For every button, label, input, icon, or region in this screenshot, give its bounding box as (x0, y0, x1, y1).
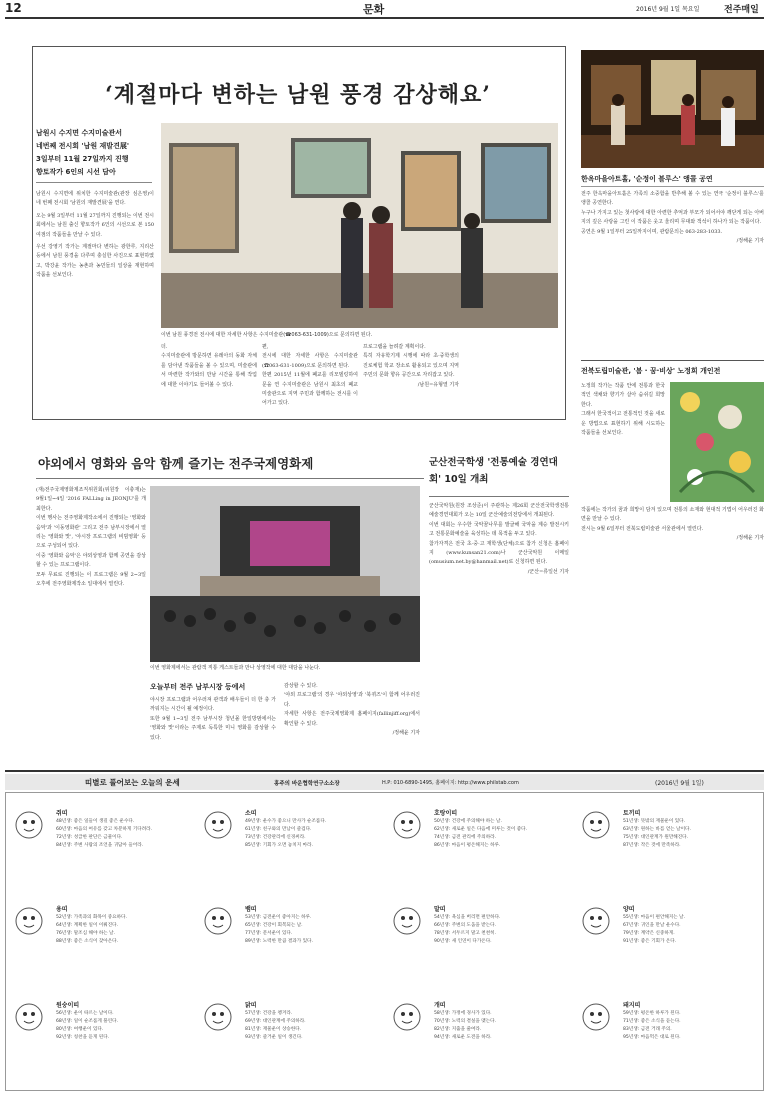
paragraph: 편, (262, 344, 269, 350)
article-namwon-subheads (36, 127, 156, 179)
zodiac-fortune-line: 72년생: 성급한 판단은 금물이다. (56, 835, 123, 840)
exhibition-body (581, 506, 764, 761)
monkey-icon (14, 1002, 44, 1032)
page-header (0, 0, 769, 18)
lead: (재)전주국제영화제조직위원회(위원장 이충재)는 9월1일~4일 '2016 FALLing in JEONJU'를 개최한다. (36, 487, 146, 512)
zodiac-fortune-line: 68년생: 일이 순조롭게 풀린다. (56, 1019, 119, 1024)
zodiac-entry (577, 800, 765, 888)
zodiac-fortune-line: 73년생: 건강관리에 신경써라. (245, 835, 306, 840)
paragraph: 전시에 대한 자세한 사항은 수지미술관(☎063-631-1009)으로 문의하면 된다. (262, 353, 358, 369)
article-namwon-col2 (161, 343, 257, 413)
zodiac-fortune-line: 48년생: 좋은 일들이 생길 좋은 운수다. (56, 819, 135, 824)
masthead: 전주매일 (724, 5, 759, 15)
zodiac-fortune-line: 61년생: 친구와의 만남이 즐겁다. (245, 827, 312, 832)
zodiac-fortune-line: 53년생: 금전운이 좋아지는 하루. (245, 915, 312, 920)
paragraph: '야외 프로그램'의 경우 '야외상영'과 '북퀴즈'이 함께 어우러진다. (284, 692, 420, 708)
zodiac-name: 양띠 (623, 906, 635, 913)
divider (581, 360, 764, 361)
zodiac-fortune-line: 76년생: 말조심 해야 하는 날. (56, 931, 116, 936)
zodiac-fortune-line: 87년생: 작은 것에 만족하라. (623, 843, 681, 848)
article-namwon-col4 (363, 343, 459, 413)
zodiac-fortune-line: 67년생: 귀인을 만날 운수다. (623, 923, 681, 928)
zodiac-fortune-line: 91년생: 좋은 기회가 온다. (623, 939, 677, 944)
zodiac-name: 돼지띠 (623, 1002, 641, 1009)
zodiac-fortune-line: 63년생: 원하는 바를 얻는 날이다. (623, 827, 691, 832)
zodiac-fortune-line: 57년생: 건강을 챙겨라. (245, 1011, 293, 1016)
zodiac-fortune-line: 82년생: 지출을 줄여라. (434, 1027, 482, 1032)
subhead: 3일부터 11월 27일까지 진행 (36, 155, 129, 163)
exhibition-body-top (581, 382, 665, 502)
film-subhead: 오늘부터 전주 남부시장 등에서 (150, 683, 246, 691)
paragraph: /정해윤 기자 (392, 730, 420, 737)
zodiac-fortune-line: 94년생: 새로운 도전을 하라. (434, 1035, 492, 1040)
article-namwon-col3 (262, 343, 358, 413)
zodiac-fortune-line: 92년생: 칭찬을 듣게 된다. (56, 1035, 110, 1040)
zodiac-entry (10, 992, 198, 1080)
zodiac-name: 호랑이띠 (434, 810, 458, 817)
header-rule (5, 17, 764, 19)
zodiac-fortune-line: 90년생: 새 인연이 다가온다. (434, 939, 492, 944)
pig-icon (581, 1002, 611, 1032)
horse-icon (392, 906, 422, 936)
festival-illustration (150, 486, 420, 662)
zodiac-fortune-line: 80년생: 여행운이 있다. (56, 1027, 104, 1032)
painting-photo (670, 382, 764, 502)
zodiac-fortune-line: 71년생: 좋은 소식을 듣는다. (623, 1019, 681, 1024)
zodiac-fortune-line: 52년생: 가족과의 화목이 중요하다. (56, 915, 127, 920)
gallery-illustration (161, 123, 558, 328)
horoscope-rule (5, 770, 764, 772)
paragraph: /남원=유형열 기자 (417, 381, 459, 388)
zodiac-entry (388, 800, 576, 888)
zodiac-fortune-line: 83년생: 금전 거래 주의. (623, 1027, 672, 1032)
gunsan-body (429, 502, 569, 762)
zodiac-fortune-line: 89년생: 노력한 만큼 결과가 있다. (245, 939, 313, 944)
zodiac-entry (10, 800, 198, 888)
paragraph: 오는 9월 3일부터 11월 27일까지 진행되는 이번 전시회에서는 남원 출신 향토작가 6인의 시선으로 본 150여점의 작품들을 만날 수 있다. (36, 212, 154, 238)
paragraph: 프로그램을 늘려갈 계획이다. (363, 344, 426, 350)
zodiac-fortune-line: 88년생: 좋은 소식이 찾아온다. (56, 939, 119, 944)
zodiac-name: 토끼띠 (623, 810, 641, 817)
dragon-icon (14, 906, 44, 936)
zodiac-fortune-line: 55년생: 마음이 편안해지는 날. (623, 915, 686, 920)
subhead: 남원시 수지면 수지미술관서 (36, 129, 123, 137)
zodiac-entry (388, 992, 576, 1080)
paragraph: 누구나 가지고 있는 첫사랑에 대한 아련한 추억과 부모가 되어서야 깨닫게 되는 아버지의 깊은 사랑을 그린 이 작품은 웃고 울리며 무대와 객석이 하나가 되는 작품이다. (581, 209, 764, 226)
zodiac-fortune-line: 77년생: 문서운이 있다. (245, 931, 293, 936)
zodiac-fortune-line: 78년생: 서두르지 말고 천천히. (434, 931, 497, 936)
paragraph: 특히 자유학기제 시행에 따라 초·중학생의 진로체험 학교 장소로 활용되고 있으며 지역 주민의 문화 향유 공간으로 자리잡고 있다. (363, 353, 459, 379)
rabbit-icon (581, 810, 611, 840)
paragraph: 또한 9월 1~3일 전주 남부시장 청년몰 한일방범에서는 '영화와 맛'이라는 주제로 독특한 미니 영화를 감상할 수 있다. (150, 715, 276, 741)
paragraph: 수지미술관에 방문하면 유레아의 동화 자체를 담아낸 작품들을 볼 수 있으며, 미술관에서 마련한 작가와의 만남 시간을 통해 작업에 대한 이야기도 들어볼 수 있다. (161, 353, 257, 388)
zodiac-name: 쥐띠 (56, 810, 68, 817)
paragraph: /정해윤 기자 (736, 535, 764, 542)
theater-title: 한옥마을아트홀, '순정이 블루스' 앵콜 공연 (581, 175, 713, 183)
ox-icon (203, 810, 233, 840)
paragraph: 남원시 수지면에 위치한 수지미술관(관장 심은영)이 네 번째 전시회 '남원의 재발견展'을 연다. (36, 191, 154, 207)
zodiac-fortune-line: 85년생: 기회가 오면 놓치지 마라. (245, 843, 313, 848)
zodiac-fortune-line: 86년생: 마음이 평온해지는 하루. (434, 843, 501, 848)
article-namwon-col1 (36, 190, 154, 412)
film-col3 (284, 682, 420, 762)
zodiac-fortune-line: 60년생: 마음의 여유를 갖고 차분하게 기다려라. (56, 827, 153, 832)
zodiac-fortune-line: 62년생: 새로운 일은 다음에 미루는 것이 좋다. (434, 827, 528, 832)
zodiac-fortune-line: 70년생: 노력의 결실을 맺는다. (434, 1019, 497, 1024)
paragraph: 군산국악원(원장 조상준)이 주관하는 제26회 군산전국학생전통예술경연대회가 오는 10일 군산예술의전당에서 개최된다. (429, 503, 569, 519)
paragraph: 이중 '영화와 음악'은 야외상영과 함께 공연을 감상할 수 있는 프로그램이다. (36, 552, 146, 569)
paragraph: 더. (161, 344, 168, 350)
zodiac-name: 뱀띠 (245, 906, 257, 913)
paragraph: /군산=류일선 기자 (527, 568, 569, 575)
paragraph: 이번 행사는 전주영화제작소에서 진행되는 '영화와 음악'과 '이동영화관' 그리고 전주 남부시장에서 열리는 '영화와 맛', '야시장 프로그램의 비빔영화' 등으로 구성되어 있다. (36, 515, 146, 550)
zodiac-fortune-line: 50년생: 건강에 주의해야 하는 날. (434, 819, 502, 824)
zodiac-entry (199, 896, 387, 984)
zodiac-entry (10, 896, 198, 984)
gallery-photo-caption: 이번 남원 풍경전 전시에 대한 자세한 사항은 수지미술관(☎063-631-1009)으로 문의하면 된다. (161, 332, 373, 338)
zodiac-entry (199, 992, 387, 1080)
painting-illustration (670, 382, 764, 502)
theater-illustration (581, 50, 764, 168)
festival-photo (150, 486, 420, 662)
paragraph: 모두 무료로 진행되는 이 프로그램은 9월 2~3일 오후에 전주영화제작소 일대에서 열린다. (36, 571, 146, 588)
zodiac-fortune-line: 65년생: 건강이 회복되는 날. (245, 923, 303, 928)
paragraph: 전시는 9월 6일부터 전북도립미술관 서울관에서 열린다. (581, 525, 704, 532)
zodiac-fortune-line: 54년생: 욕심을 버리면 편안하다. (434, 915, 501, 920)
zodiac-name: 원숭이띠 (56, 1002, 80, 1009)
paragraph: 자세한 사항은 전주국제영화제 홈페이지(fallinjiff.org)에서 확인할 수 있다. (284, 711, 420, 727)
paragraph: 작품에는 작가의 꿈과 희망이 담겨 있으며 전통의 소재와 현대적 기법이 어우러진 화면을 만날 수 있다. (581, 507, 764, 523)
paragraph: 감상할 수 있다. (284, 683, 318, 689)
dog-icon (392, 1002, 422, 1032)
rooster-icon (203, 1002, 233, 1032)
snake-icon (203, 906, 233, 936)
paragraph: 공연은 9월 1일부터 25일까지이며, 관람문의는 063-283-1033. (581, 228, 723, 235)
horoscope-title: 띠별로 풀어보는 오늘의 운세 (85, 778, 180, 787)
festival-photo-caption: 이번 영화제에서는 관람객 직통 게스트들과 만나 상영작에 대한 대담을 나눈다. (150, 665, 321, 671)
zodiac-entry (577, 992, 765, 1080)
zodiac-fortune-line: 64년생: 계획한 일이 이뤄진다. (56, 923, 119, 928)
zodiac-name: 닭띠 (245, 1002, 257, 1009)
divider (36, 182, 152, 183)
zodiac-fortune-line: 66년생: 주변의 도움을 받는다. (434, 923, 497, 928)
zodiac-entry (388, 896, 576, 984)
paragraph: /정해윤 기자 (736, 238, 764, 245)
paragraph: 한편 2015년 11월에 폐교를 리모델링하여 문을 연 수지미술관은 남원시 최초의 폐교 미술관으로 지역 주민과 함께하는 전시를 이어가고 있다. (262, 372, 358, 407)
article-namwon-headline: ‘계절마다 변하는 남원 풍경 감상해요’ (105, 82, 491, 108)
theater-body (581, 190, 764, 330)
zodiac-fortune-line: 58년생: 가정에 경사가 있다. (434, 1011, 492, 1016)
paragraph: 이번 대회는 우수한 국악꿈나무를 발굴해 국악을 계승 발전시키고 전통문화예술을 육성하는 데 목적을 두고 있다. (429, 521, 569, 538)
exhibition-title: 전북도립미술관, '봄 · 꿈·비상' 노정희 개인전 (581, 367, 721, 375)
film-col1 (36, 486, 146, 762)
zodiac-fortune-line: 49년생: 운수가 좋으니 만사가 순조롭다. (245, 819, 327, 824)
tiger-icon (392, 810, 422, 840)
horoscope-author: 홍주의 바운협학연구소소장 (274, 781, 340, 787)
zodiac-name: 소띠 (245, 810, 257, 817)
theater-photo (581, 50, 764, 168)
divider (581, 186, 764, 187)
zodiac-entry (199, 800, 387, 888)
zodiac-fortune-line: 51년생: 뜻밖의 재물운이 있다. (623, 819, 686, 824)
horoscope-contact: H.P: 010-6890-1495, 홈페이지: http://www.philstab.com (382, 780, 519, 786)
paragraph: 전주 한옥마을아트홀은 가족의 소중함을 반추해 볼 수 있는 연극 '순정이 블루스'를 앵콜 공연한다. (581, 191, 764, 207)
horoscope-date: (2016년 9월 1일) (655, 780, 704, 787)
zodiac-fortune-line: 95년생: 마음먹은 대로 된다. (623, 1035, 681, 1040)
paragraph: 참가자격은 전국 초·중·고 재학생(단체)으로 참가 신청은 홈페이지 (www.kunsan21.com)나 군산국악원 이메일(omusium.net.by@hanmail.net)로 신청하면 된다. (429, 540, 569, 566)
page-number: 12 (5, 1, 22, 15)
zodiac-fortune-line: 93년생: 즐거운 일이 생긴다. (245, 1035, 303, 1040)
film-headline: 야외에서 영화와 음악 함께 즐기는 전주국제영화제 (38, 456, 314, 471)
gunsan-headline: 군산전국학생 '전통예술 경연대회' 10일 개최 (429, 457, 558, 485)
divider (429, 496, 569, 497)
gallery-photo (161, 123, 558, 328)
zodiac-name: 개띠 (434, 1002, 446, 1009)
zodiac-name: 말띠 (434, 906, 446, 913)
zodiac-fortune-line: 84년생: 주변 사람의 조언을 귀담아 들어라. (56, 843, 144, 848)
issue-date: 2016년 9월 1일 목요일 (636, 6, 700, 13)
film-col2 (150, 696, 276, 762)
sheep-icon (581, 906, 611, 936)
zodiac-fortune-line: 56년생: 운이 따르는 날이다. (56, 1011, 114, 1016)
divider (36, 478, 424, 479)
zodiac-fortune-line: 69년생: 대인관계에 주의하라. (245, 1019, 306, 1024)
zodiac-fortune-line: 75년생: 대인관계가 원만해진다. (623, 835, 689, 840)
rat-icon (14, 810, 44, 840)
zodiac-entry (577, 896, 765, 984)
paragraph: 우선 강영기 작가는 계절마다 변하는 광한루, 지리산 등에서 남원 풍경을 다루며 충실한 사진으로 표현하였고, 박강윤 작가는 농촌과 농민들의 일상을 재현하며 작품을 선보인다. (36, 244, 154, 279)
zodiac-name: 용띠 (56, 906, 68, 913)
zodiac-fortune-line: 79년생: 계약은 신중하게. (623, 931, 675, 936)
paragraph: 야시장 프로그램과 어우러져 관객과 배우들이 더 한 층 가까워지는 시간이 될 예정이다. (150, 697, 276, 713)
zodiac-fortune-line: 74년생: 금전 관리에 주의하라. (434, 835, 497, 840)
zodiac-fortune-line: 81년생: 재물운이 상승한다. (245, 1027, 302, 1032)
section-name: 문화 (363, 3, 385, 16)
paragraph: 노정희 작가는 작품 안에 전통과 한국적인 색채와 향기가 살아 숨쉬길 희망한다. (581, 383, 665, 408)
paragraph: 그래서 한국적이고 전통적인 것을 새로운 방법으로 표현하기 위해 시도하는 작품들을 선보인다. (581, 411, 665, 437)
subhead: 향토작가 6인의 시선 담아 (36, 168, 116, 176)
zodiac-fortune-line: 59년생: 평온한 하루가 된다. (623, 1011, 681, 1016)
subhead: 네번째 전시회 '남원 재발견展' (36, 142, 129, 150)
